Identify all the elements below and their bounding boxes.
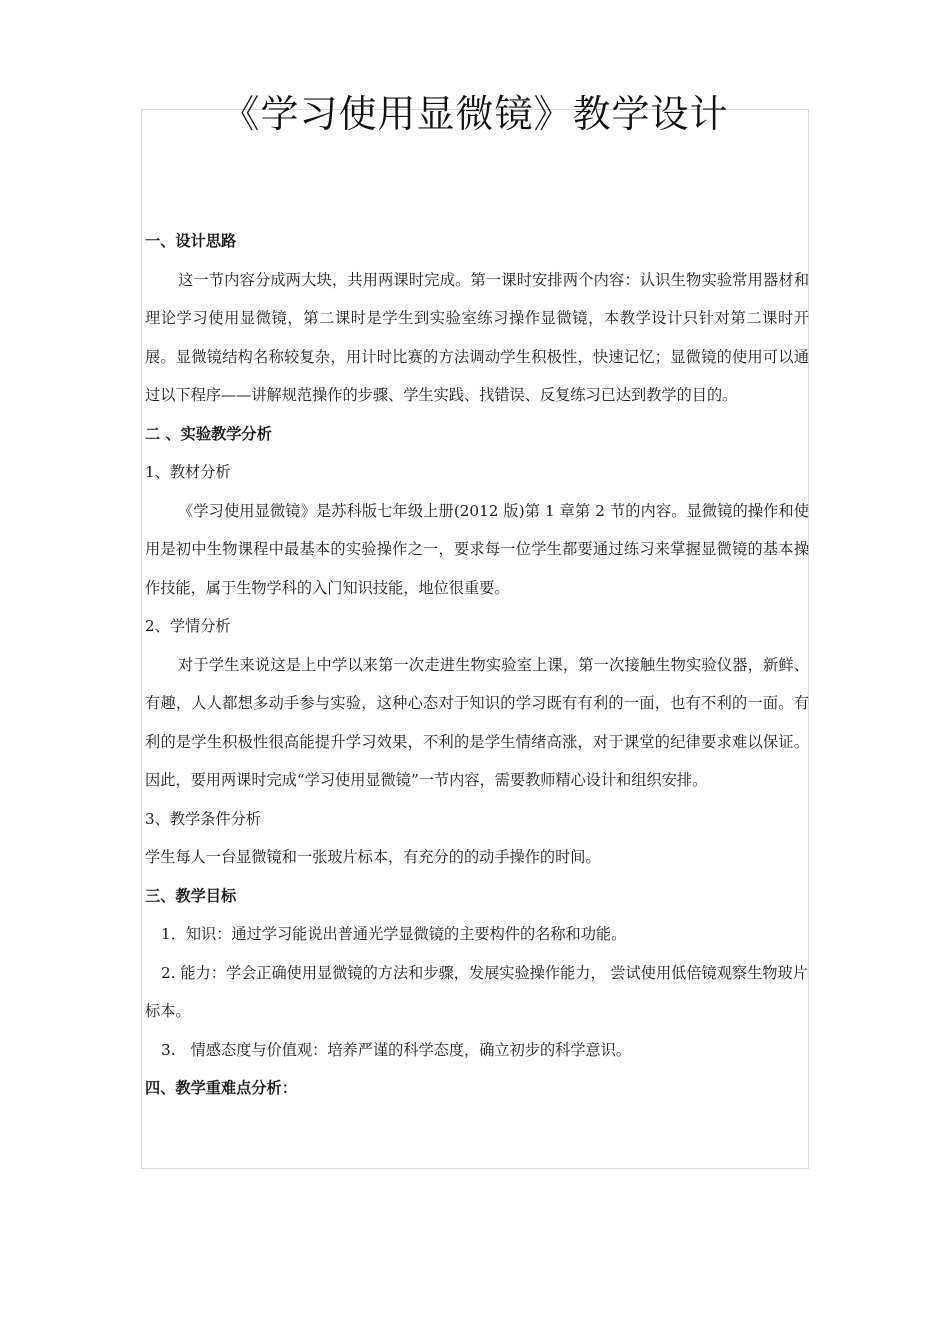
paragraph-textbook-analysis: 《学习使用显微镜》是苏科版七年级上册(2012 版)第 1 章第 2 节的内容。显微镜的操作和使用是初中生物课程中最基本的实验操作之一，要求每一位学生都要通过练习来掌握显微镜的基本操作技能，属于生物学科的入门知识技能，地位很重要。 [145, 501, 809, 597]
subheading-learner-analysis: 2、学情分析 [145, 617, 231, 635]
section-heading-key-points: 四、教学重难点分析： [145, 1079, 297, 1097]
section-heading-design-idea: 一、设计思路 [145, 232, 237, 250]
paragraph-learner-analysis: 对于学生来说这是上中学以来第一次走进生物实验室上课，第一次接触生物实验仪器，新鲜、有趣，人人都想多动手参与实验，这种心态对于知识的学习既有有利的一面，也有不利的一面。有利的是学生积极性很高能提升学习效果，不利的是学生情绪高涨，对于课堂的纪律要求难以保证。因此，要用两课时完成“学习使用显微镜”一节内容，需要教师精心设计和组织安排。 [145, 655, 809, 789]
paragraph-design-idea: 这一节内容分成两大块，共用两课时完成。第一课时安排两个内容：认识生物实验常用器材和理论学习使用显微镜，第二课时是学生到实验室练习操作显微镜，本教学设计只针对第二课时开展。显微镜结构名称较复杂，用计时比赛的方法调动学生积极性，快速记忆；显微镜的使用可以通过以下程序——讲解规范操作的步骤、学生实践、找错误、反复练习已达到教学的目的。 [145, 270, 809, 404]
subheading-textbook-analysis: 1、教材分析 [145, 463, 231, 481]
subheading-teaching-conditions: 3、教学条件分析 [145, 809, 261, 828]
goal-item-ability: 2. 能力：学会正确使用显微镜的方法和步骤，发展实验操作能力， 尝试使用低倍镜观察生物玻片标本。 [145, 963, 808, 1020]
document-title: 《学习使用显微镜》教学设计 [221, 92, 729, 136]
paragraph-teaching-conditions: 学生每人一台显微镜和一张玻片标本，有充分的的动手操作的时间。 [145, 848, 601, 866]
goal-item-attitude: 3. 情感态度与价值观：培养严谨的科学态度，确立初步的科学意识。 [161, 1040, 632, 1059]
section-heading-teaching-goals: 三、教学目标 [145, 886, 237, 905]
document-body [145, 222, 809, 1108]
section-heading-experiment-analysis: 二 、实验教学分析 [145, 424, 272, 443]
goal-item-knowledge: 1．知识：通过学习能说出普通光学显微镜的主要构件的名称和功能。 [161, 925, 627, 943]
